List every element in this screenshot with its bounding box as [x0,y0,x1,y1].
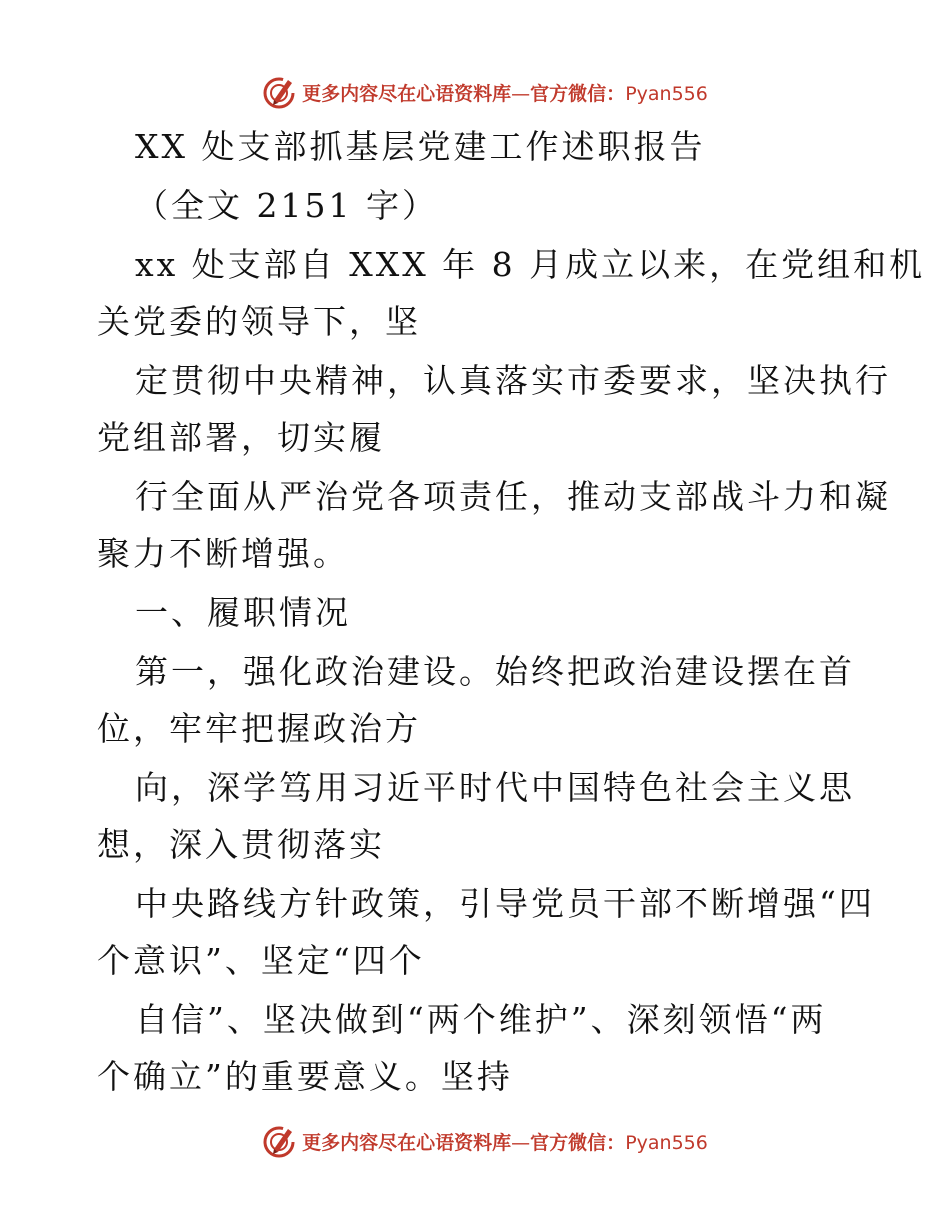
paragraph-line: 想，深入贯彻落实 [97,825,385,864]
paragraph-line: 位，牢牢把握政治方 [97,709,421,748]
watermark-dash: — [511,82,531,105]
watermark-banner-bottom [0,1121,950,1161]
watermark-brand: 更多内容尽在心语资料库 [302,1131,512,1154]
paragraph-line: 聚力不断增强。 [97,534,349,573]
document-subtitle: （全文 2151 字） [135,186,438,225]
watermark-text [302,1128,708,1155]
document-title: XX 处支部抓基层党建工作述职报告 [135,127,706,166]
watermark-dash: — [511,1131,531,1154]
watermark-account: Pyan556 [625,1131,708,1154]
watermark-label: 官方微信： [530,1131,626,1154]
paragraph-line: 个确立”的重要意义。坚持 [97,1057,513,1096]
watermark-account: Pyan556 [625,82,708,105]
paragraph-line: 自信”、坚决做到“两个维护”、深刻领悟“两 [135,1000,827,1039]
pen-circle-logo-icon [262,74,298,110]
watermark-label: 官方微信： [530,82,626,105]
paragraph-line: 中央路线方针政策，引导党员干部不断增强“四 [135,884,875,923]
paragraph-line: 第一，强化政治建设。始终把政治建设摆在首 [135,652,855,691]
pen-circle-logo-icon [262,1123,298,1159]
section-heading: 一、履职情况 [135,593,351,632]
watermark-brand: 更多内容尽在心语资料库 [302,82,512,105]
paragraph-line: xx 处支部自 XXX 年 8 月成立以来，在党组和机 [135,245,926,284]
paragraph-line: 个意识”、坚定“四个 [97,941,425,980]
paragraph-line: 定贯彻中央精神，认真落实市委要求，坚决执行 [135,361,891,400]
paragraph-line: 向，深学笃用习近平时代中国特色社会主义思 [135,768,855,807]
watermark-text [302,79,708,106]
paragraph-line: 行全面从严治党各项责任，推动支部战斗力和凝 [135,477,891,516]
paragraph-line: 关党委的领导下，坚 [97,302,421,341]
paragraph-line: 党组部署，切实履 [97,418,385,457]
watermark-banner-top [0,72,950,112]
